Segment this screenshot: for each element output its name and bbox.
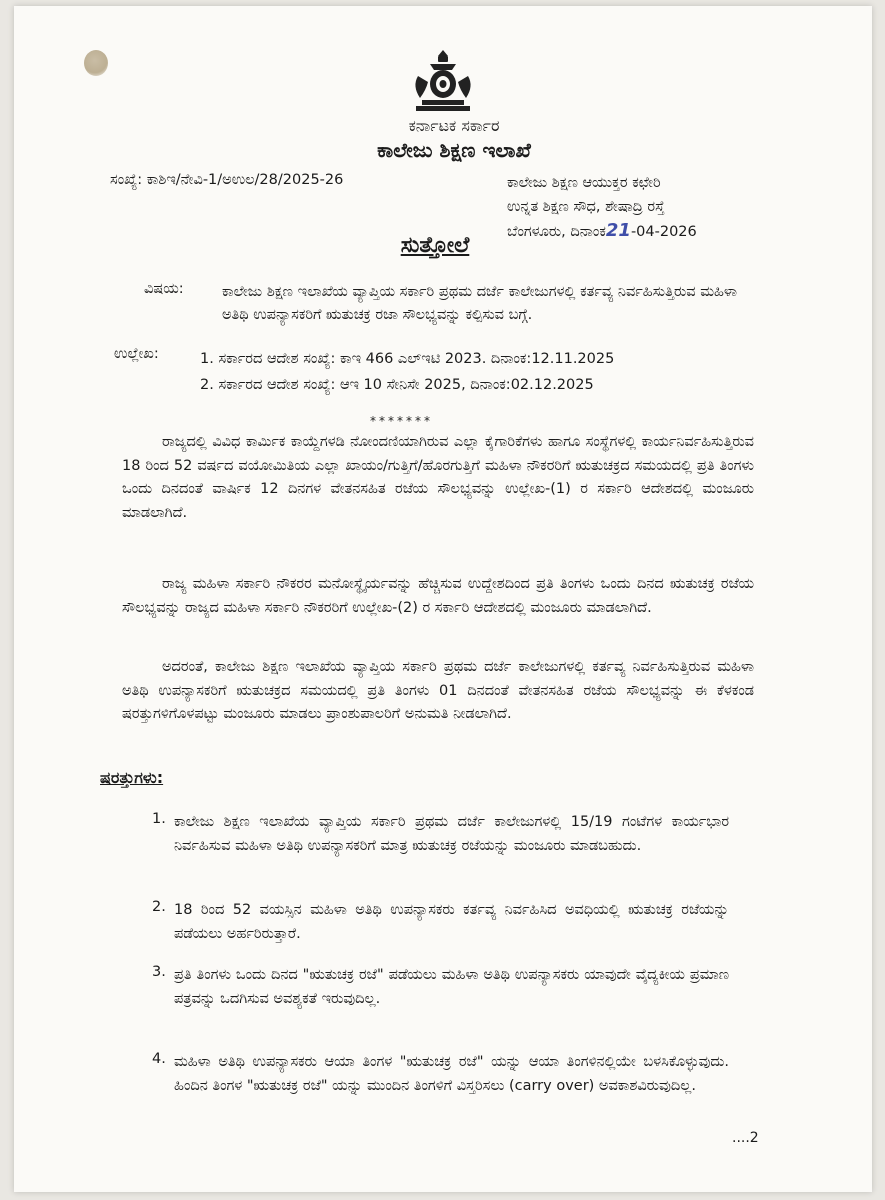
condition-number: 3. (152, 964, 166, 980)
page-continuation: ....2 (732, 1130, 759, 1146)
government-name: ಕರ್ನಾಟಕ ಸರ್ಕಾರ (408, 116, 500, 135)
condition-number: 2. (152, 899, 166, 915)
department-name: ಕಾಲೇಜು ಶಿಕ್ಷಣ ಇಲಾಖೆ (377, 138, 531, 162)
body-paragraph-3 (122, 656, 754, 727)
office-date (507, 219, 697, 245)
subject-text: ಕಾಲೇಜು ಶಿಕ್ಷಣ ಇಲಾಖೆಯ ವ್ಯಾಪ್ತಿಯ ಸರ್ಕಾರಿ ಪ್ರಥಮ ದರ್ಜೆ ಕಾಲೇಜುಗಳಲ್ಲಿ ಕರ್ತವ್ಯ ನಿರ್ವಹಿಸುತ್ತಿರುವ ಮಹಿಳಾ ಅತಿಥಿ ಉಪನ್ಯಾಸಕರಿಗೆ ಋತುಚಕ್ರ ರಜಾ ಸೌಲಭ್ಯವನ್ನು ಕಲ್ಪಿಸುವ ಬಗ್ಗೆ. (222, 284, 737, 323)
condition-number: 1. (152, 811, 166, 827)
body-paragraph-2 (122, 573, 754, 620)
office-line-2: ಉನ್ನತ ಶಿಕ್ಷಣ ಸೌಧ, ಶೇಷಾದ್ರಿ ರಸ್ತೆ (507, 198, 665, 215)
subject-label: ವಿಷಯ: (144, 281, 184, 297)
paper-stain (84, 50, 108, 76)
order-number: ಸಂಖ್ಯೆ: ಕಾಶಿಇ/ನೇವಿ-1/ಅಉಲ/28/2025-26 (110, 172, 344, 188)
date-prefix: ಬೆಂಗಳೂರು, ದಿನಾಂಕ (507, 224, 606, 240)
handwritten-date-day: 21 (605, 220, 631, 241)
reference-item: 1. ಸರ್ಕಾರದ ಆದೇಶ ಸಂಖ್ಯೆ: ಕಾಇ 466 ಎಲ್ಇಟಿ 2023. ದಿನಾಂಕ:12.11.2025 (200, 351, 615, 367)
separator: ******* (370, 414, 433, 428)
condition-text: ಪ್ರತಿ ತಿಂಗಳು ಒಂದು ದಿನದ "ಋತುಚಕ್ರ ರಜೆ" ಪಡೆಯಲು ಮಹಿಳಾ ಅತಿಥಿ ಉಪನ್ಯಾಸಕರು ಯಾವುದೇ ವೈದ್ಯಕೀಯ ಪ್ರಮಾಣ ಪತ್ರವನ್ನು ಒದಗಿಸುವ ಅವಶ್ಯಕತೆ ಇರುವುದಿಲ್ಲ. (174, 967, 729, 1007)
reference-list (200, 346, 614, 398)
office-address (507, 172, 697, 245)
condition-number: 4. (152, 1051, 166, 1067)
reference-label: ಉಲ್ಲೇಖ: (114, 346, 159, 362)
office-line-1: ಕಾಲೇಜು ಶಿಕ್ಷಣ ಆಯುಕ್ತರ ಕಛೇರಿ (507, 175, 661, 191)
document-page (14, 6, 872, 1192)
paragraph-text: ರಾಜ್ಯದಲ್ಲಿ ವಿವಿಧ ಕಾರ್ಮಿಕ ಕಾಯ್ದೆಗಳಡಿ ನೋಂದಣಿಯಾಗಿರುವ ಎಲ್ಲಾ ಕೈಗಾರಿಕೆಗಳು ಹಾಗೂ ಸಂಸ್ಥೆಗಳಲ್ಲಿ ಕಾರ್ಯನಿರ್ವಹಿಸುತ್ತಿರುವ 18 ರಿಂದ 52 ವರ್ಷದ ವಯೋಮಿತಿಯ ಎಲ್ಲಾ ಖಾಯಂ/ಗುತ್ತಿಗೆ/ಹೊರಗುತ್ತಿಗೆ ಮಹಿಳಾ ನೌಕರರಿಗೆ ಋತುಚಕ್ರದ ಸಮಯದಲ್ಲಿ ಪ್ರತಿ ತಿಂಗಳು ಒಂದು ದಿನದಂತೆ ವಾರ್ಷಿಕ 12 ದಿನಗಳ ವೇತನಸಹಿತ ರಜೆಯ ಸೌಲಭ್ಯವನ್ನು ಉಲ್ಲೇಖ-(1) ರ ಸರ್ಕಾರಿ ಆದೇಶದಲ್ಲಿ ಮಂಜೂರು ಮಾಡಲಾಗಿದೆ. (122, 434, 754, 521)
reference-item: 2. ಸರ್ಕಾರದ ಆದೇಶ ಸಂಖ್ಯೆ: ಆಇ 10 ಸೇನಿಸೇ 2025, ದಿನಾಂಕ:02.12.2025 (200, 377, 594, 393)
condition-text: ಮಹಿಳಾ ಅತಿಥಿ ಉಪನ್ಯಾಸಕರು ಆಯಾ ತಿಂಗಳ "ಋತುಚಕ್ರ ರಜೆ" ಯನ್ನು ಆಯಾ ತಿಂಗಳಿನಲ್ಲಿಯೇ ಬಳಸಿಕೊಳ್ಳುವುದು. ಹಿಂದಿನ ತಿಂಗಳ "ಋತುಚಕ್ರ ರಜೆ" ಯನ್ನು ಮುಂದಿನ ತಿಂಗಳಿಗೆ ವಿಸ್ತರಿಸಲು (carry over) ಅವಕಾಶವಿರುವುದಿಲ್ಲ. (174, 1054, 729, 1094)
condition-text: 18 ರಿಂದ 52 ವಯಸ್ಸಿನ ಮಹಿಳಾ ಅತಿಥಿ ಉಪನ್ಯಾಸಕರು ಕರ್ತವ್ಯ ನಿರ್ವಹಿಸಿದ ಅವಧಿಯಲ್ಲಿ ಋತುಚಕ್ರ ರಜೆಯನ್ನು ಪಡೆಯಲು ಅರ್ಹರಿರುತ್ತಾರೆ. (174, 902, 729, 942)
paragraph-text: ಅದರಂತೆ, ಕಾಲೇಜು ಶಿಕ್ಷಣ ಇಲಾಖೆಯ ವ್ಯಾಪ್ತಿಯ ಸರ್ಕಾರಿ ಪ್ರಥಮ ದರ್ಜೆ ಕಾಲೇಜುಗಳಲ್ಲಿ ಕರ್ತವ್ಯ ನಿರ್ವಹಿಸುತ್ತಿರುವ ಮಹಿಳಾ ಅತಿಥಿ ಉಪನ್ಯಾಸಕರಿಗೆ ಋತುಚಕ್ರದ ಸಮಯದಲ್ಲಿ ಪ್ರತಿ ತಿಂಗಳು 01 ದಿನದಂತೆ ವೇತನಸಹಿತ ರಜೆಯ ಸೌಲಭ್ಯವನ್ನು ಈ ಕೆಳಕಂಡ ಷರತ್ತುಗಳಿಗೊಳಪಟ್ಟು ಮಂಜೂರು ಮಾಡಲು ಪ್ರಾಂಶುಪಾಲರಿಗೆ ಅನುಮತಿ ನೀಡಲಾಗಿದೆ. (122, 659, 754, 722)
body-paragraph-1 (122, 431, 754, 525)
conditions-heading: ಷರತ್ತುಗಳು: (100, 768, 164, 787)
condition-text: ಕಾಲೇಜು ಶಿಕ್ಷಣ ಇಲಾಖೆಯ ವ್ಯಾಪ್ತಿಯ ಸರ್ಕಾರಿ ಪ್ರಥಮ ದರ್ಜೆ ಕಾಲೇಜುಗಳಲ್ಲಿ 15/19 ಗಂಟೆಗಳ ಕಾರ್ಯಭಾರ ನಿರ್ವಹಿಸುವ ಮಹಿಳಾ ಅತಿಥಿ ಉಪನ್ಯಾಸಕರಿಗೆ ಮಾತ್ರ ಋತುಚಕ್ರ ರಜೆಯನ್ನು ಮಂಜೂರು ಮಾಡಬಹುದು. (174, 814, 729, 854)
date-suffix: -04-2026 (630, 224, 697, 240)
paragraph-text: ರಾಜ್ಯ ಮಹಿಳಾ ಸರ್ಕಾರಿ ನೌಕರರ ಮನೋಸ್ಥೈರ್ಯವನ್ನು ಹೆಚ್ಚಿಸುವ ಉದ್ದೇಶದಿಂದ ಪ್ರತಿ ತಿಂಗಳು ಒಂದು ದಿನದ ಋತುಚಕ್ರ ರಜೆಯ ಸೌಲಭ್ಯವನ್ನು ರಾಜ್ಯದ ಮಹಿಳಾ ಸರ್ಕಾರಿ ನೌಕರರಿಗೆ ಉಲ್ಲೇಖ-(2) ರ ಸರ್ಕಾರಿ ಆದೇಶದಲ್ಲಿ ಮಂಜೂರು ಮಾಡಲಾಗಿದೆ. (122, 576, 754, 616)
karnataka-state-emblem-icon (408, 46, 478, 116)
document-title: ಸುತ್ತೋಲೆ (400, 233, 470, 258)
